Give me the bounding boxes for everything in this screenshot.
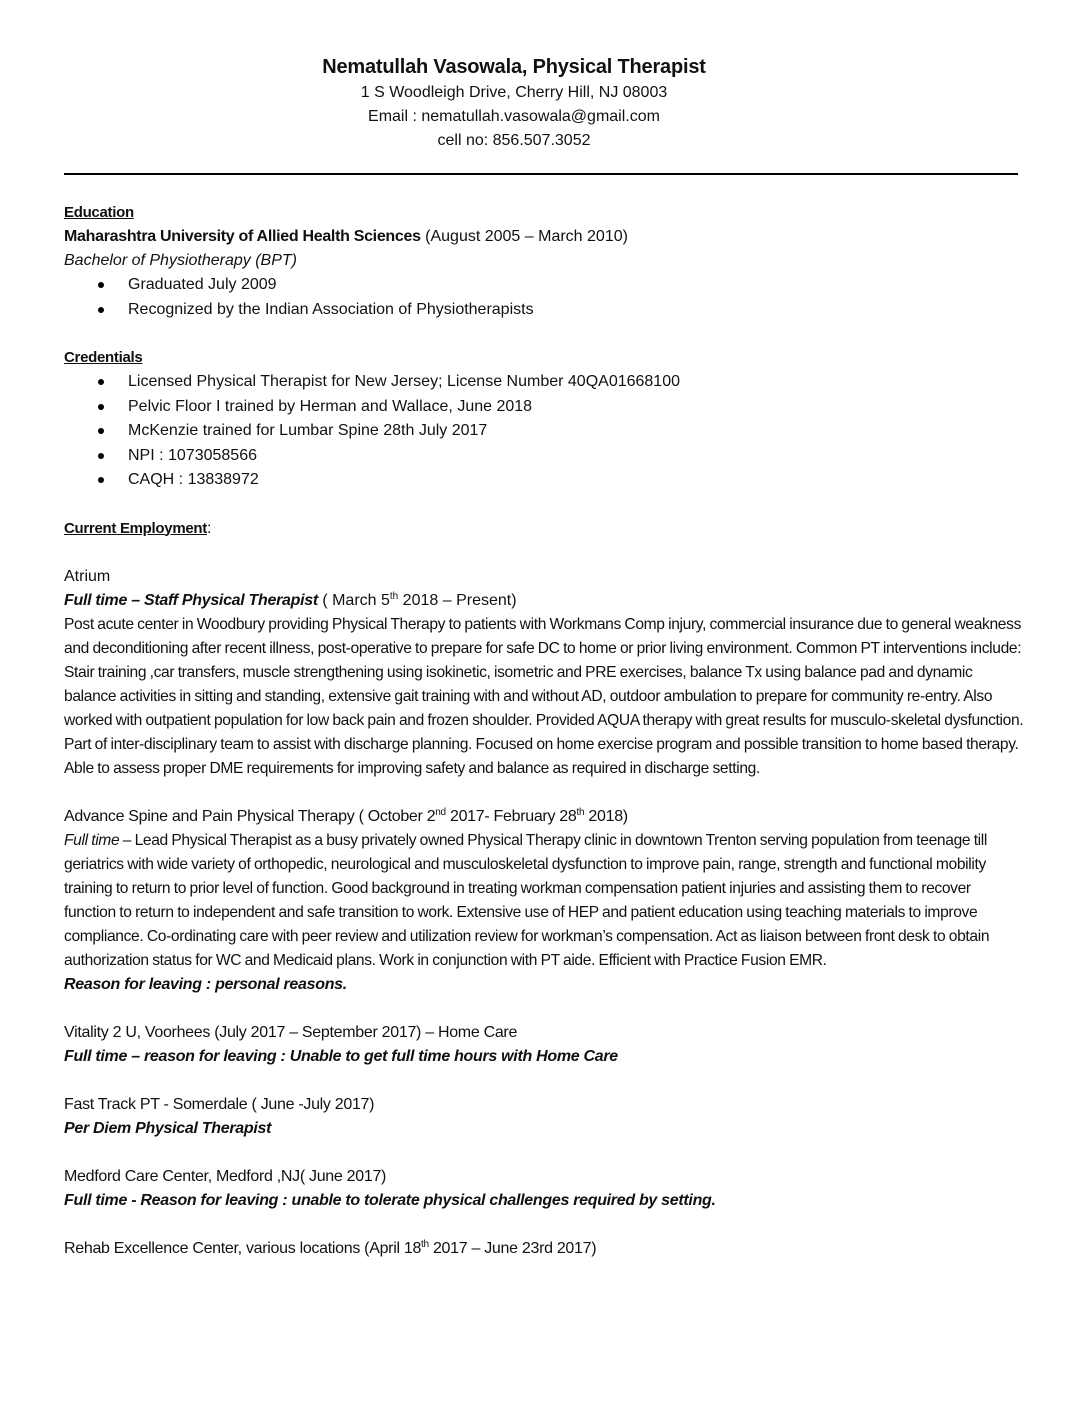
job-entry-advance-spine [64, 805, 1024, 997]
employment-heading: Current Employment [64, 519, 207, 537]
spacer [64, 997, 1024, 1021]
job-employer: Fast Track PT - Somerdale ( June -July 2017) [64, 1095, 375, 1113]
employment-section [64, 517, 1024, 1261]
credential-bullet: CAQH : 13838972 [64, 468, 1024, 493]
resume-header [0, 53, 1088, 153]
job-dates-sup: th [576, 806, 585, 818]
job-note: Full time - Reason for leaving : unable to tolerate physical challenges required by setting. [64, 1191, 716, 1209]
credential-bullet: Pelvic Floor I trained by Herman and Wallace, June 2018 [64, 395, 1024, 420]
education-bullet: Graduated July 2009 [64, 273, 1024, 298]
job-role: Full time – Staff Physical Therapist [64, 591, 318, 609]
job-employer: Rehab Excellence Center, various locations (April 18 [64, 1239, 422, 1257]
job-note: Full time – reason for leaving : Unable to get full time hours with Home Care [64, 1047, 618, 1065]
job-description-block [64, 829, 1024, 973]
credential-bullet: NPI : 1073058566 [64, 444, 1024, 469]
job-description: – Lead Physical Therapist as a busy privately owned Physical Therapy clinic in downtown Trenton serving population from teenage till geriatrics with wide variety of orthopedic, neurological and musculoskeletal dysfunction to improve pain, range, strength and functional mobility training to return to prior level of function. Good background in treating workman compensation patient injuries and assisting them to recover function to return to independent and safe transition to work. Extensive use of HEP and patient education using teaching materials to improve compliance. Co-ordinating care with peer review and utilization review for workman’s compensation. Act as liaison between front desk to obtain authorization status for WC and Medicaid plans. Work in conjunction with PT aide. Efficient with Practice Fusion EMR. [64, 831, 990, 969]
spacer [64, 781, 1024, 805]
education-heading: Education [64, 204, 134, 221]
resume-body [64, 201, 1024, 1261]
education-bullets [64, 273, 1024, 322]
spacer [64, 1141, 1024, 1165]
job-entry-vitality [64, 1021, 1024, 1069]
employment-heading-colon: : [206, 519, 212, 537]
credential-bullet: McKenzie trained for Lumbar Spine 28th July 2017 [64, 419, 1024, 444]
school-dates: (August 2005 – March 2010) [420, 228, 628, 245]
job-dates-sup: th [389, 590, 399, 602]
job-employer-line [64, 1237, 1024, 1261]
spacer [64, 493, 1024, 517]
employment-heading-line [64, 517, 1024, 541]
job-entry-medford [64, 1165, 1024, 1213]
job-dates-end: 2018) [584, 807, 628, 825]
credential-bullet: Licensed Physical Therapist for New Jersey; License Number 40QA01668100 [64, 370, 1024, 395]
school-name: Maharashtra University of Allied Health Sciences [64, 228, 421, 245]
job-employer: Atrium [64, 567, 111, 585]
education-bullet: Recognized by the Indian Association of Physiotherapists [64, 298, 1024, 323]
credentials-section [64, 346, 1024, 493]
candidate-address: 1 S Woodleigh Drive, Cherry Hill, NJ 08003 [360, 84, 668, 101]
credentials-bullets [64, 370, 1024, 493]
job-employer: Medford Care Center, Medford ,NJ( June 2017) [64, 1167, 387, 1185]
job-entry-rehab-excellence [64, 1237, 1024, 1261]
job-dates-mid: 2017- February 28 [445, 807, 577, 825]
job-dates-end: 2018 – Present) [398, 591, 517, 609]
header-divider [64, 173, 1018, 175]
job-employer-line [64, 805, 1024, 829]
job-leaving-reason: Reason for leaving : personal reasons. [64, 975, 347, 993]
candidate-email: Email : nematullah.vasowala@gmail.com [368, 108, 660, 125]
job-description: Post acute center in Woodbury providing Physical Therapy to patients with Workmans Comp injury, commercial insurance due to general weakness and deconditioning after recent illness, post-operative to prepare for safe DC to home or prior living environment. Common PT interventions include: Stair training ,car transfers, muscle strengthening using isokinetic, isometric and PRE exercises, balance Tx using balance pad and dynamic balance activities in sitting and standing, extensive gait training with and without AD, outdoor ambulation to prepare for community re-entry. Also worked with outpatient population for low back pain and frozen shoulder. Provided AQUA therapy with great results for musculo-skeletal dysfunction. Part of inter-disciplinary team to assist with discharge planning. Focused on home exercise program and possible transition to home based therapy. Able to assess proper DME requirements for improving safety and balance as required in discharge setting. [64, 615, 1024, 777]
candidate-name: Nematullah Vasowala, Physical Therapist [322, 56, 706, 78]
spacer [64, 1069, 1024, 1093]
credentials-heading: Credentials [64, 349, 143, 366]
job-note: Per Diem Physical Therapist [64, 1119, 272, 1137]
job-entry-atrium [64, 565, 1024, 781]
spacer [64, 322, 1024, 346]
job-dates-end: 2017 – June 23rd 2017) [428, 1239, 597, 1257]
candidate-phone: cell no: 856.507.3052 [437, 132, 591, 149]
job-employer: Advance Spine and Pain Physical Therapy ( October 2 [64, 807, 436, 825]
education-school-line [64, 225, 1024, 249]
degree: Bachelor of Physiotherapy (BPT) [64, 252, 297, 269]
job-entry-fast-track [64, 1093, 1024, 1141]
job-dates-sup: nd [435, 806, 446, 818]
education-section [64, 201, 1024, 322]
job-role: Full time [64, 831, 120, 849]
job-employer: Vitality 2 U, Voorhees (July 2017 – September 2017) – Home Care [64, 1023, 518, 1041]
job-dates: ( March 5 [317, 591, 390, 609]
job-role-line [64, 589, 1024, 613]
spacer [64, 541, 1024, 565]
job-dates-sup: th [421, 1238, 429, 1250]
spacer [64, 1213, 1024, 1237]
